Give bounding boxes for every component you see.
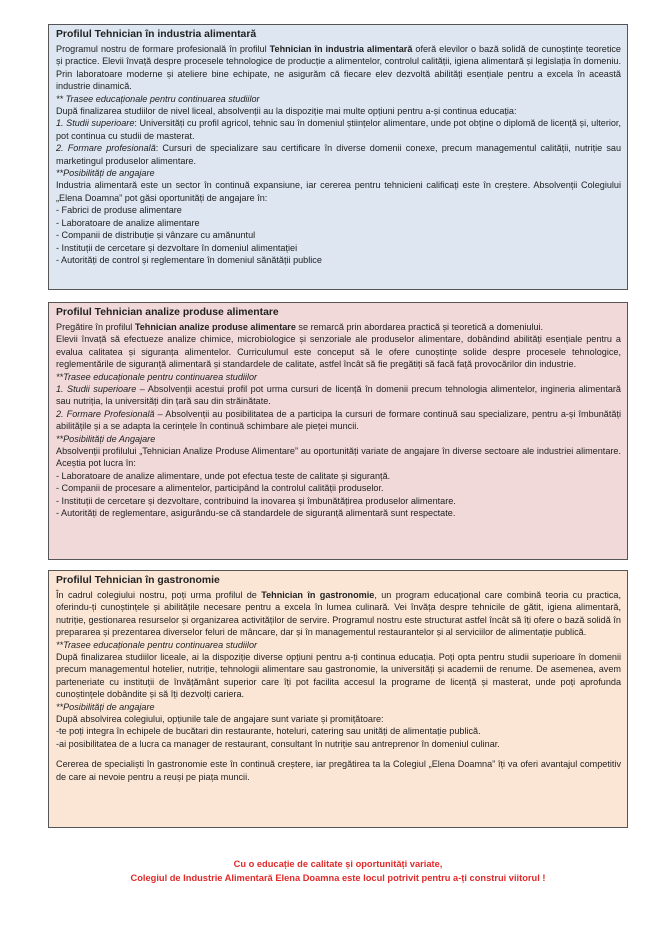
jobs-heading: **Posibilități de angajare	[56, 168, 155, 179]
intro-text: se remarcă prin abordarea practică și teoretică a domeniului.	[295, 322, 544, 332]
intro-text: Pregătire în profilul	[56, 322, 135, 332]
path-item	[56, 142, 621, 167]
path-name: 1. Studii superioare	[56, 118, 135, 129]
intro-paragraph	[56, 43, 621, 93]
paths-text: După finalizarea studiilor liceale, ai la dispoziție diverse opțiuni pentru a-ți continua educația. Poți opta pentru studii superioare în domenii precum managementul hotelier, nutriție, tehnologii alimentare sau gastronomie, la universități și academii de renume. De asemenea, avem parteneriate cu instituții de învățământ superior care îți pot facilita accesul la programe de licență și masterat, unde poți aprofunda cunoștințele dobândite și să îți dezvolți cariera.	[56, 652, 621, 700]
path-item	[56, 408, 621, 433]
path-text: – Absolvenții au posibilitatea de a participa la cursuri de formare continuă sau specializare, pentru a-și îmbunătăți abilitățile și a se adapta la cerințele în continuă schimbare ale pieței muncii.	[56, 408, 621, 432]
path-item	[56, 117, 621, 142]
list-item: - Instituții de cercetare și dezvoltare în domeniul alimentației	[56, 242, 298, 253]
intro-paragraph	[56, 321, 621, 333]
list-item: - Laboratoare de analize alimentare	[56, 217, 200, 228]
path-name: 2. Formare profesională	[56, 143, 156, 154]
section-analize-produse	[48, 302, 628, 560]
jobs-heading: **Posibilități de angajare	[56, 701, 155, 712]
paths-intro: După finalizarea studiilor de nivel liceal, absolvenții au la dispoziție mai multe opțiuni pentru a-și continua educația:	[56, 106, 517, 117]
paths-heading: **Trasee educaționale pentru continuarea studiilor	[56, 371, 258, 382]
section-industria-alimentara	[48, 24, 628, 290]
path-text: : Cursuri de specializare sau certificare în diverse domenii conexe, precum managementul calității, nutriție sau marketingul produselor alimentare.	[56, 143, 621, 166]
list-item: - Companii de procesare a alimentelor, participând la controlul calității produselor.	[56, 483, 384, 494]
profile-name: Tehnician analize produse alimentare	[134, 322, 296, 332]
footer-line-2: Colegiul de Industrie Alimentară Elena Doamna este locul potrivit pentru a-ți construi viitorul !	[130, 873, 546, 883]
paths-heading: ** Trasee educaționale pentru continuarea studiilor	[56, 93, 260, 104]
footer-slogan	[48, 857, 628, 885]
section-title: Profilul Tehnician în industria alimentară	[56, 29, 257, 40]
jobs-intro: Absolvenții profilului „Tehnician Analize Produse Alimentare” au oportunități variate de angajare în diverse sectoare ale industriei alimentare. Aceștia pot lucra în:	[56, 446, 621, 469]
intro-paragraph-2: Elevii învață să efectueze analize chimice, microbiologice și senzoriale ale produselor alimentare, dobândind abilități esențiale pentru a evalua calitatea și siguranța alimentelor. Curriculumul este conceput să le ofere cunoștințe solide despre procesele tehnologice, reglementările de siguranță alimentară și standardele de calitate, astfel încât să fie pregătiți să facă față provocărilor din industrie.	[56, 334, 621, 370]
jobs-heading: **Posibilități de Angajare	[56, 433, 156, 444]
list-item: -ai posibilitatea de a lucra ca manager de restaurant, consultant în nutriție sau antreprenor în domeniul culinar.	[56, 738, 500, 749]
jobs-intro: Industria alimentară este un sector în continuă expansiune, iar cererea pentru tehnicieni calificați este în creștere. Absolvenții Colegiului „Elena Doamna” pot găsi oportunități de angajare în:	[56, 180, 621, 203]
profile-name: Tehnician în gastronomie	[261, 590, 375, 600]
list-item: -te poți integra în echipele de bucătari din restaurante, hoteluri, catering sau unități de alimentație publică.	[56, 726, 481, 737]
spacer	[56, 750, 621, 758]
intro-paragraph	[56, 589, 621, 639]
list-item: - Instituții de cercetare și dezvoltare, contribuind la inovarea și îmbunătățirea produselor alimentare.	[56, 495, 456, 506]
profile-name: Tehnician în industria alimentară	[269, 44, 413, 54]
list-item: - Autorități de reglementare, asigurându-se că standardele de siguranță alimentară sunt respectate.	[56, 508, 456, 519]
paths-heading: **Trasee educaționale pentru continuarea studiilor	[56, 639, 258, 650]
intro-text: oferă elevilor o bază solidă de cunoștințe teoretice și practice. Elevii învață despre procesele tehnologice de producție a alimentelor, controlul calității, igiena alimentară și legislația în domeniu. Prin laboratoare moderne și ateliere bine echipate, ne asigurăm că fiecare elev dezvoltă abilități esențiale pentru a excela în această industrie dinamică.	[56, 44, 621, 92]
list-item: - Companii de distribuție și vânzare cu amănuntul	[56, 230, 256, 241]
section-title: Profilul Tehnician în gastronomie	[56, 575, 220, 586]
list-item: - Fabrici de produse alimentare	[56, 205, 182, 216]
path-text: – Absolvenții acestui profil pot urma cursuri de licență în domenii precum tehnologia alimentelor, ingineria alimentară sau nutriția, la universități din țară sau din străinătate.	[56, 384, 621, 407]
list-item: - Laboratoare de analize alimentare, unde pot efectua teste de calitate și siguranță.	[56, 470, 391, 481]
intro-text: Programul nostru de formare profesională în profilul	[56, 44, 270, 54]
closing-paragraph: Cererea de specialiști în gastronomie este în continuă creștere, iar pregătirea ta la Colegiul „Elena Doamna” îți va oferi avantajul competitiv de care ai nevoie pentru a reuși pe piața muncii.	[56, 759, 621, 782]
list-item: - Autorități de control și reglementare în domeniul sănătății publice	[56, 254, 322, 265]
path-name: 2. Formare Profesională	[56, 408, 155, 419]
path-name: 1. Studii superioare	[56, 384, 137, 395]
intro-text: , un program educațional care combină teoria cu practica, oferindu-ți cunoștințele și abilitățile necesare pentru a excela în lumea culinară. Vei învăța despre tehnicile de gătit, igiena alimentară, nutriție, gestionarea resurselor și organizarea activităților de servire. Programul nostru este structurat astfel încât să îți ofere o bază solidă în prepararea și prezentarea diverselor feluri de mâncare, dar și în managementul restaurantelor și al serviciilor de alimentație publică.	[56, 590, 621, 638]
path-text: : Universități cu profil agricol, tehnic sau în domeniul științelor alimentare, unde pot obține o diplomă de licență și, ulterior, pot continua cu studii de masterat.	[56, 118, 621, 141]
footer-line-1: Cu o educație de calitate și oportunități variate,	[233, 859, 443, 869]
intro-text: În cadrul colegiului nostru, poți urma profilul de	[56, 590, 262, 600]
jobs-intro: După absolvirea colegiului, opțiunile tale de angajare sunt variate și promițătoare:	[56, 714, 384, 725]
section-title: Profilul Tehnician analize produse alimentare	[56, 307, 279, 318]
path-item	[56, 383, 621, 408]
section-gastronomie	[48, 570, 628, 828]
